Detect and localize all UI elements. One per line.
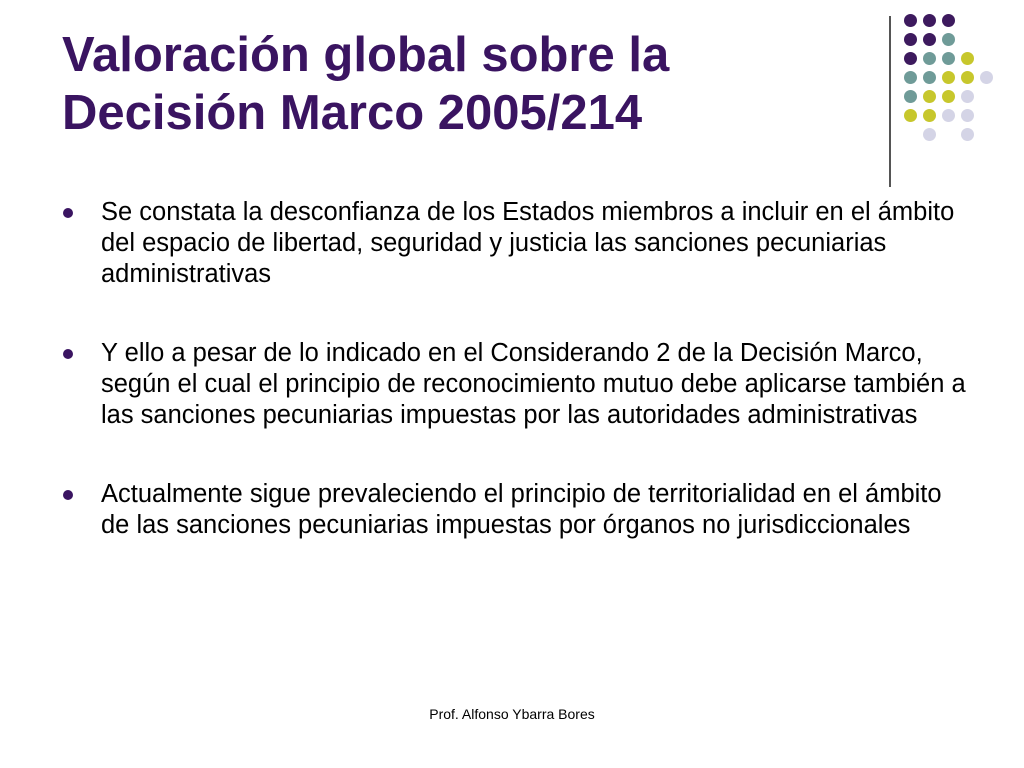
bullet-text: Actualmente sigue prevaleciendo el principio de territorialidad en el ámbito de las sanciones pecuniarias impuestas por órganos no jurisdiccionales bbox=[101, 480, 942, 539]
bullet-item bbox=[0, 338, 971, 431]
decorative-dot bbox=[961, 109, 974, 122]
decorative-dot bbox=[980, 71, 993, 84]
bullet-item bbox=[0, 197, 971, 290]
bullet-text: Y ello a pesar de lo indicado en el Considerando 2 de la Decisión Marco, según el cual el principio de reconocimiento mutuo debe aplicarse también a las sanciones pecuniarias impuestas por las autoridades administrativas bbox=[101, 339, 966, 429]
decorative-dot bbox=[923, 52, 936, 65]
decorative-dot bbox=[942, 109, 955, 122]
decorative-dot bbox=[961, 128, 974, 141]
decorative-dot bbox=[942, 71, 955, 84]
slide-title-line-2: Decisión Marco 2005/214 bbox=[62, 86, 643, 140]
decorative-dot bbox=[923, 71, 936, 84]
bullet-dot-icon bbox=[63, 349, 73, 359]
bullet-item bbox=[0, 479, 971, 541]
decorative-dot bbox=[923, 33, 936, 46]
slide-footer: Prof. Alfonso Ybarra Bores bbox=[429, 706, 595, 722]
decorative-dot bbox=[961, 90, 974, 103]
decorative-dot bbox=[904, 14, 917, 27]
decorative-dot bbox=[942, 14, 955, 27]
decorative-dot bbox=[923, 90, 936, 103]
decorative-dot bbox=[923, 109, 936, 122]
decorative-dot bbox=[904, 33, 917, 46]
slide-title-line-1: Valoración global sobre la bbox=[62, 28, 670, 82]
slide-title bbox=[62, 26, 862, 142]
bullet-dot-icon bbox=[63, 208, 73, 218]
decorative-dot-grid bbox=[904, 14, 1004, 164]
decorative-dot bbox=[904, 71, 917, 84]
bullet-text: Se constata la desconfianza de los Estados miembros a incluir en el ámbito del espacio de libertad, seguridad y justicia las sanciones pecuniarias administrativas bbox=[101, 198, 955, 288]
decorative-dot bbox=[961, 71, 974, 84]
decorative-dot bbox=[942, 33, 955, 46]
decorative-dot bbox=[904, 90, 917, 103]
decorative-dot bbox=[904, 52, 917, 65]
decorative-dot bbox=[942, 52, 955, 65]
decorative-dot bbox=[923, 128, 936, 141]
title-divider bbox=[889, 16, 891, 187]
decorative-dot bbox=[923, 14, 936, 27]
decorative-dot bbox=[942, 90, 955, 103]
decorative-dot bbox=[961, 52, 974, 65]
bullet-list bbox=[0, 197, 1024, 589]
bullet-dot-icon bbox=[63, 490, 73, 500]
decorative-dot bbox=[904, 109, 917, 122]
